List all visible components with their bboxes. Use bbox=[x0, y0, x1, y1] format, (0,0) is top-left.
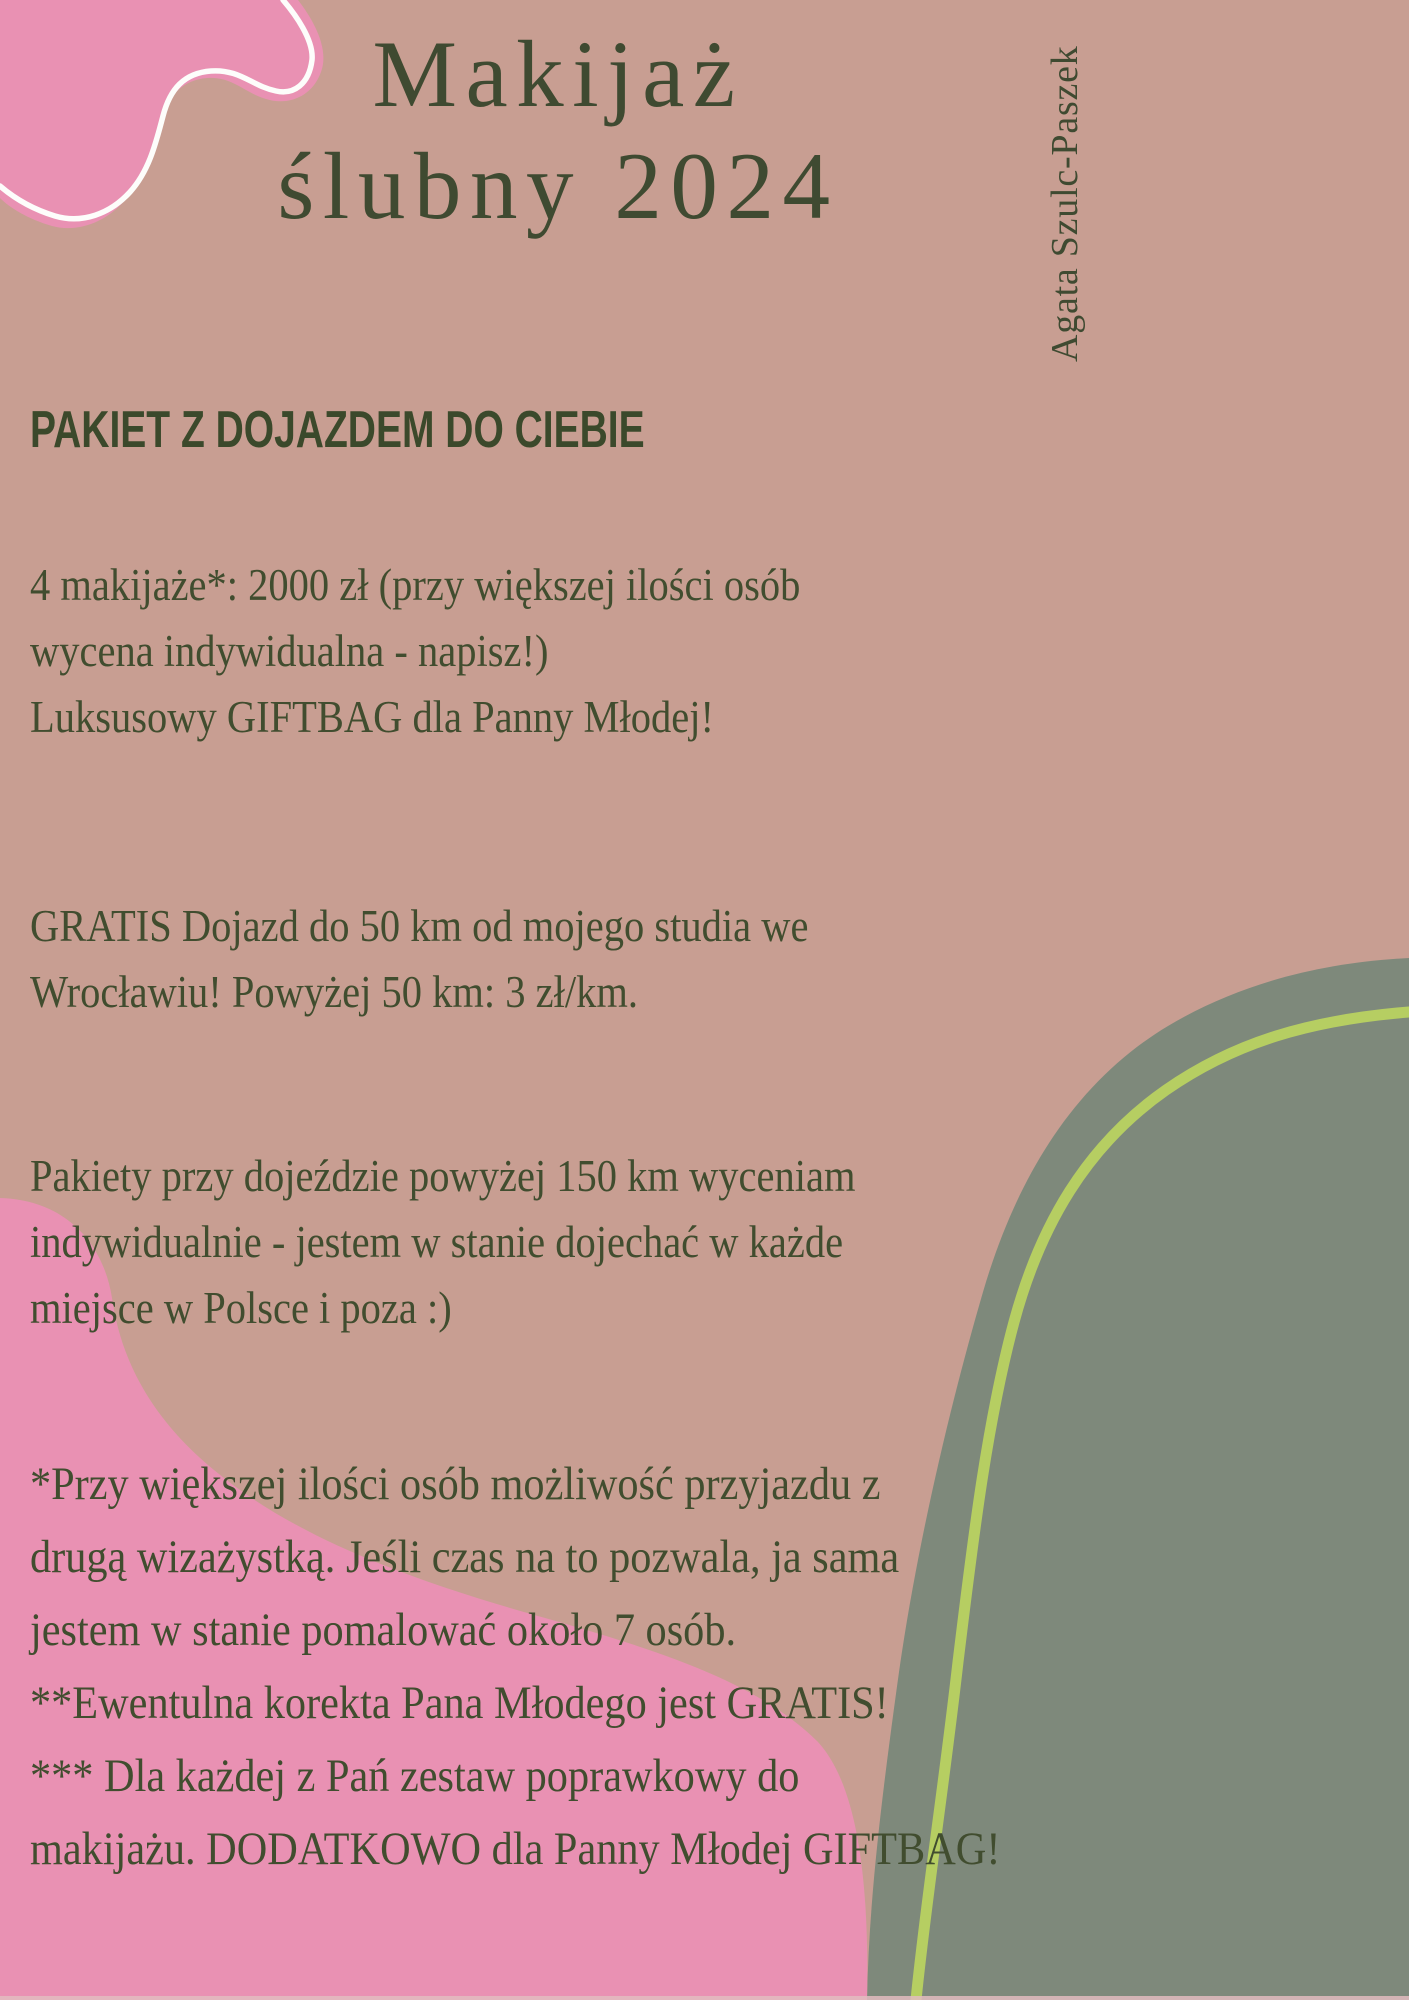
paragraph-price bbox=[30, 552, 800, 750]
text-line: 4 makijaże*: 2000 zł (przy większej ilości osób bbox=[30, 560, 801, 610]
text-line: miejsce w Polsce i poza :) bbox=[30, 1283, 452, 1333]
text-line: GRATIS Dojazd do 50 km od mojego studia we bbox=[30, 901, 809, 951]
page-title-line-2: ślubny 2024 bbox=[277, 133, 839, 239]
paragraph-footnotes bbox=[30, 1448, 1000, 1886]
text-line: *** Dla każdej z Pań zestaw poprawkowy do bbox=[30, 1750, 800, 1802]
page-title-line-1: Makijaż bbox=[372, 21, 744, 127]
paragraph-distance bbox=[30, 1143, 855, 1341]
text-line: Pakiety przy dojeździe powyżej 150 km wyceniam bbox=[30, 1151, 856, 1201]
page-title bbox=[158, 18, 958, 242]
bottom-edge-strip bbox=[0, 1996, 1409, 2000]
text-line: makijażu. DODATKOWO dla Panny Młodej GIFTBAG! bbox=[30, 1823, 1001, 1875]
author-vertical-credit: Agata Szulc-Paszek bbox=[1044, 45, 1086, 362]
text-line: **Ewentulna korekta Pana Młodego jest GRATIS! bbox=[30, 1677, 889, 1729]
section-heading: PAKIET Z DOJAZDEM DO CIEBIE bbox=[30, 401, 645, 459]
text-line: wycena indywidualna - napisz!) bbox=[30, 626, 549, 676]
paragraph-travel bbox=[30, 893, 808, 1025]
text-line: indywidualnie - jestem w stanie dojechać w każde bbox=[30, 1217, 844, 1267]
text-line: Wrocławiu! Powyżej 50 km: 3 zł/km. bbox=[30, 967, 639, 1017]
text-line: drugą wizażystką. Jeśli czas na to pozwala, ja sama bbox=[30, 1531, 900, 1583]
text-line: *Przy większej ilości osób możliwość przyjazdu z bbox=[30, 1458, 881, 1510]
text-line: Luksusowy GIFTBAG dla Panny Młodej! bbox=[30, 692, 714, 742]
text-line: jestem w stanie pomalować około 7 osób. bbox=[30, 1604, 737, 1656]
